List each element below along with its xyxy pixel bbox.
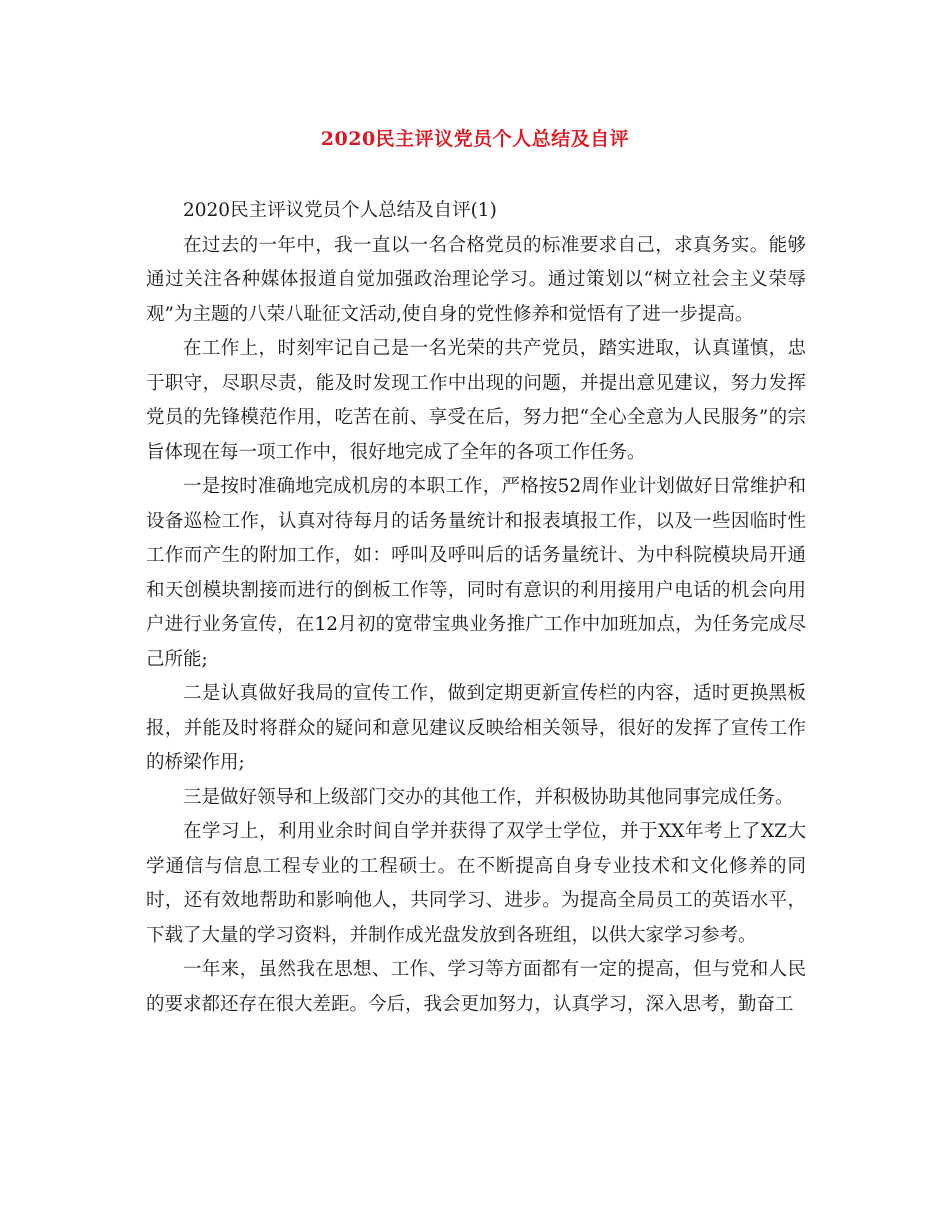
document-title: 2020民主评议党员个人总结及自评: [320, 128, 630, 150]
paragraph-intro: 在过去的一年中，我一直以一名合格党员的标准要求自己，求真务实。能够通过关注各种媒体报道自觉加强政治理论学习。通过策划以“树立社会主义荣辱观”为主题的八荣八耻征文活动,使自身的党性修养和觉悟有了进一步提高。: [146, 234, 806, 325]
paragraph-item-one: 一是按时准确地完成机房的本职工作，严格按52周作业计划做好日常维护和设备巡检工作，认真对待每月的话务量统计和报表填报工作，以及一些因临时性工作而产生的附加工作，如：呼叫及呼叫后的话务量统计、为中科院模块局开通和天创模块割接而进行的倒板工作等，同时有意识的利用接用户电话的机会向用户进行业务宣传，在12月初的宽带宝典业务推广工作中加班加点，为任务完成尽己所能;: [146, 476, 806, 670]
paragraph-work: 在工作上，时刻牢记自己是一名光荣的共产党员，踏实进取，认真谨慎，忠于职守，尽职尽责，能及时发现工作中出现的问题，并提出意见建议，努力发挥党员的先锋模范作用，吃苦在前、享受在后，努力把“全心全意为人民服务”的宗旨体现在每一项工作中，很好地完成了全年的各项工作任务。: [146, 338, 806, 463]
paragraph-item-two: 二是认真做好我局的宣传工作，做到定期更新宣传栏的内容，适时更换黑板报，并能及时将群众的疑问和意见建议反映给相关领导，很好的发挥了宣传工作的桥梁作用;: [146, 683, 806, 773]
paragraph-item-three: 三是做好领导和上级部门交办的其他工作，并积极协助其他同事完成任务。: [183, 786, 794, 808]
paragraph-subtitle: 2020民主评议党员个人总结及自评(1): [183, 200, 497, 221]
paragraph-study: 在学习上，利用业余时间自学并获得了双学士学位，并于XX年考上了XZ大学通信与信息工程专业的工程硕士。在不断提高自身专业技术和文化修养的同时，还有效地帮助和影响他人，共同学习、进步。为提高全局员工的英语水平，下载了大量的学习资料，并制作成光盘发放到各班组，以供大家学习参考。: [146, 821, 806, 946]
document-body: [146, 194, 806, 1022]
paragraph-conclusion: 一年来，虽然我在思想、工作、学习等方面都有一定的提高，但与党和人民的要求都还存在很大差距。今后，我会更加努力，认真学习，深入思考，勤奋工: [146, 959, 806, 1015]
